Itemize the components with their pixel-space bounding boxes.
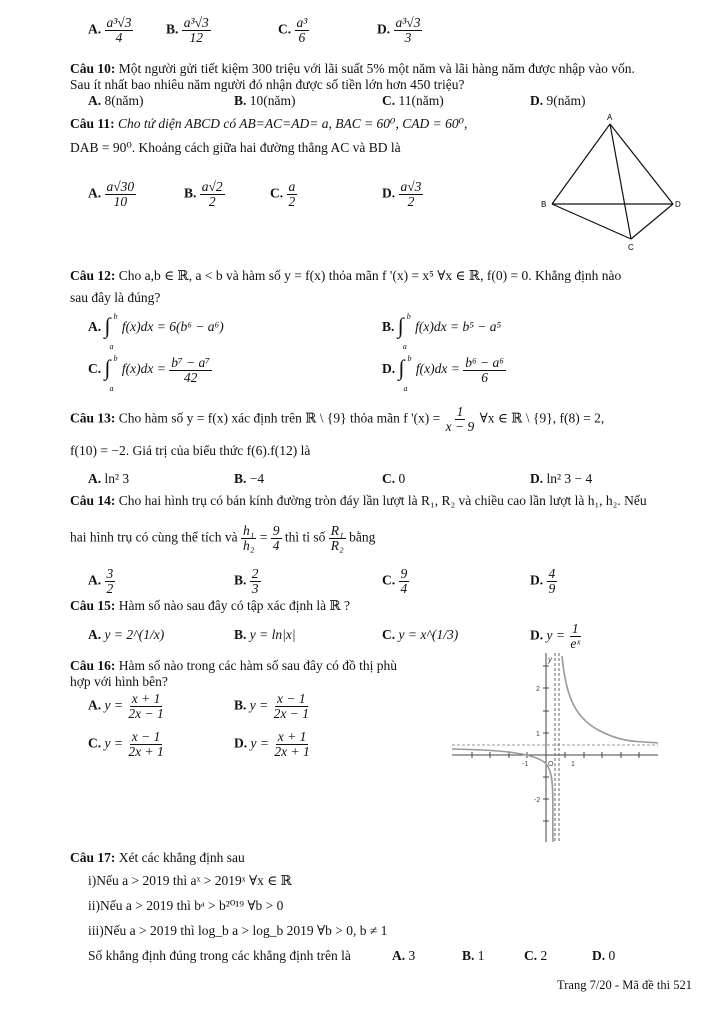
fraction-denominator: 4 — [115, 30, 123, 45]
question-text: Cho a,b ∈ ℝ, a < b và hàm số y = f(x) thỏa mãn f '(x) = x⁵ ∀x ∈ ℝ, f(0) = 0. Khẳng định nào — [115, 268, 622, 283]
q17-option-a: A. 3 — [392, 948, 416, 963]
q11-option-c: C. $\frac{a}{2}$ — [270, 179, 296, 209]
integral-sign: ∫ b a — [104, 312, 118, 351]
q15-option-d: D. y = $\frac{1}{\text{eˣ}}$ — [530, 621, 581, 651]
edge-ac — [610, 124, 631, 239]
integral-sign: ∫ b a — [397, 312, 411, 351]
fraction-numerator: a³√3 — [183, 15, 209, 30]
fraction-numerator: a³√3 — [395, 15, 421, 30]
q12-option-c: C. ∫ b a f(x)dx = $\frac{\text{b⁷ − a⁷}}{42}$ — [88, 354, 210, 393]
q11-option-a: A. $\frac{a√30}{10}$ — [88, 179, 135, 209]
tetrahedron-figure — [535, 112, 685, 262]
edge-ab — [552, 124, 610, 204]
question-label: Câu 13: — [70, 410, 116, 426]
question-label: Câu 14: — [70, 493, 116, 508]
q13-option-a: A. ln² 3 — [88, 471, 130, 486]
question-text: Một người gửi tiết kiệm 300 triệu với lãi suất 5% một năm và lãi hàng năm được nhập vào vốn. — [115, 61, 635, 76]
q13-line2: f(10) = −2. Giá trị của biểu thức f(6).f(12) là — [70, 443, 311, 458]
q9-option-b — [166, 16, 211, 45]
q11-option-d: D. $\frac{a√3}{2}$ — [382, 179, 422, 209]
q16-option-a: A. y = $\frac{x + 1}{2x - 1}$ — [88, 691, 164, 721]
question-text: Hàm số nào sau đây có tập xác định là ℝ ? — [115, 598, 351, 613]
q12-option-d: D. ∫ b a f(x)dx = $\frac{\text{b⁶ − a⁶}}{6}$ — [382, 354, 504, 393]
q17-question: Số khẳng định đúng trong các khẳng định trên là — [88, 948, 351, 963]
edge-cd — [631, 204, 673, 239]
hyperbola-graph — [452, 650, 660, 845]
q15-option-b: B. y = ln|x| — [234, 627, 296, 642]
q14-option-d: D. $\frac{4}{9}$ — [530, 566, 556, 596]
q10-line2: Sau ít nhất bao nhiêu năm người đó nhận được số tiền lớn hơn 450 triệu? — [70, 77, 465, 92]
q16-line2: hợp với hình bên? — [70, 674, 168, 689]
q17-statement-iii: iii)Nếu a > 2019 thì log_b a > log_b 2019 ∀b > 0, b ≠ 1 — [88, 923, 388, 938]
question-text: Hàm số nào trong các hàm số sau đây có đồ thị phù — [115, 658, 397, 673]
q14-line1 — [70, 493, 647, 509]
q17-statement-ii: ii)Nếu a > 2019 thì bᵃ > b²⁰¹⁹ ∀b > 0 — [88, 898, 284, 913]
q11-option-b: B. $\frac{a√2}{2}$ — [184, 179, 223, 209]
question-label: Câu 10: — [70, 61, 116, 76]
question-label: Câu 17: — [70, 850, 116, 865]
q10-line1 — [70, 61, 635, 77]
fraction-denominator: 6 — [298, 30, 306, 45]
q14-option-b: B. $\frac{2}{3}$ — [234, 566, 259, 596]
q13-line1: Câu 13: Cho hàm số y = f(x) xác định trên ℝ \ {9} thỏa mãn f '(x) = $\frac{1}{x - 9}$ ∀x ∈ ℝ \ {9}, f(8) = 2, — [70, 404, 605, 434]
tick-label-m2: -2 — [534, 797, 541, 804]
q10-option-c: C. 11(năm) — [382, 93, 444, 108]
question-text: Xét các khẳng định sau — [115, 850, 245, 865]
q15-option-c: C. y = x^(1/3) — [382, 627, 459, 642]
question-label: Câu 11: — [70, 116, 115, 131]
label-y: y — [548, 655, 552, 664]
q16-line1 — [70, 658, 397, 674]
q12-option-a: A. ∫ b a f(x)dx = 6(b⁶ − a⁶) — [88, 312, 224, 351]
q17-option-b: B. 1 — [462, 948, 485, 963]
q16-option-b: B. y = $\frac{x - 1}{2x - 1}$ — [234, 691, 309, 721]
q12-line2: sau đây là đúng? — [70, 290, 161, 305]
tick-label-x1: 1 — [571, 761, 575, 768]
tick-label-xm1: -1 — [522, 761, 529, 768]
option-letter: C. — [278, 21, 292, 37]
q14-option-a: A. $\frac{3}{2}$ — [88, 566, 114, 596]
q16-option-d: D. y = $\frac{x + 1}{2x + 1}$ — [234, 729, 310, 759]
q14-option-c: C. $\frac{9}{4}$ — [382, 566, 408, 596]
q15-option-a: A. y = 2^(1/x) — [88, 627, 165, 642]
q10-option-d: D. 9(năm) — [530, 93, 586, 108]
q17-line1 — [70, 850, 245, 866]
q14-line2: hai hình trụ có cùng thể tích và $\frac{\text{h₁}}{\text{h₂}}$ = $\frac{9}{4}$ thì tỉ số $\frac{\text{R₁}}{\text{R₂}}$ bằng — [70, 523, 376, 553]
q10-option-a: A. 8(năm) — [88, 93, 144, 108]
q13-option-b: B. −4 — [234, 471, 265, 486]
question-label: Câu 12: — [70, 268, 116, 283]
q13-option-c: C. 0 — [382, 471, 406, 486]
q17-option-d: D. 0 — [592, 948, 616, 963]
question-text: Cho hai hình trụ có bán kính đường tròn đáy lần lượt là R₁, R₂ và chiều cao lần lượt là h₁, h₂. Nếu — [115, 493, 647, 508]
vertex-label-c: C — [628, 243, 634, 252]
question-text: Cho tứ diện ABCD có AB=AC=AD= a, BAC = 60⁰, CAD = 60⁰, — [114, 116, 468, 131]
vertex-label-b: B — [541, 200, 547, 209]
curve-left-branch — [452, 749, 553, 842]
question-text: Cho hàm số y = f(x) xác định trên ℝ \ {9} thỏa mãn f '(x) = — [115, 410, 444, 426]
edge-bc — [552, 204, 631, 239]
q16-option-c: C. y = $\frac{x - 1}{2x + 1}$ — [88, 729, 164, 759]
q13-option-d: D. ln² 3 − 4 — [530, 471, 593, 486]
q9-option-a — [88, 16, 133, 45]
q9-option-c — [278, 16, 309, 45]
q15-line1 — [70, 598, 350, 614]
option-letter: D. — [377, 21, 391, 37]
q9-option-d — [377, 16, 422, 45]
integral-sign: ∫ b a — [104, 354, 118, 393]
vertex-label-d: D — [675, 200, 681, 209]
option-letter: B. — [166, 21, 179, 37]
question-label: Câu 16: — [70, 658, 116, 673]
q17-statement-i: i)Nếu a > 2019 thì aˣ > 2019ˣ ∀x ∈ ℝ — [88, 873, 292, 888]
q10-option-b: B. 10(năm) — [234, 93, 296, 108]
fraction-numerator: a³√3 — [106, 15, 132, 30]
q12-option-b: B. ∫ b a f(x)dx = b⁵ − a⁵ — [382, 312, 502, 351]
integral-sign: ∫ b a — [398, 354, 412, 393]
fraction-denominator: 12 — [189, 30, 203, 45]
q12-line1 — [70, 268, 621, 284]
curve-right-branch — [562, 656, 658, 743]
tick-label-2: 2 — [536, 686, 540, 693]
q11-line1 — [70, 116, 467, 132]
q11-line2: DAB = 90⁰. Khoảng cách giữa hai đường thẳng AC và BD là — [70, 140, 401, 155]
tick-label-1: 1 — [536, 731, 540, 738]
fraction-denominator: 3 — [404, 30, 412, 45]
page-footer: Trang 7/20 - Mã đề thi 521 — [557, 978, 692, 992]
vertex-label-a: A — [607, 113, 613, 122]
option-letter: A. — [88, 21, 102, 37]
label-origin: O — [548, 761, 554, 768]
q17-option-c: C. 2 — [524, 948, 548, 963]
question-label: Câu 15: — [70, 598, 116, 613]
fraction-numerator: a³ — [296, 15, 308, 30]
edge-ad — [610, 124, 673, 204]
